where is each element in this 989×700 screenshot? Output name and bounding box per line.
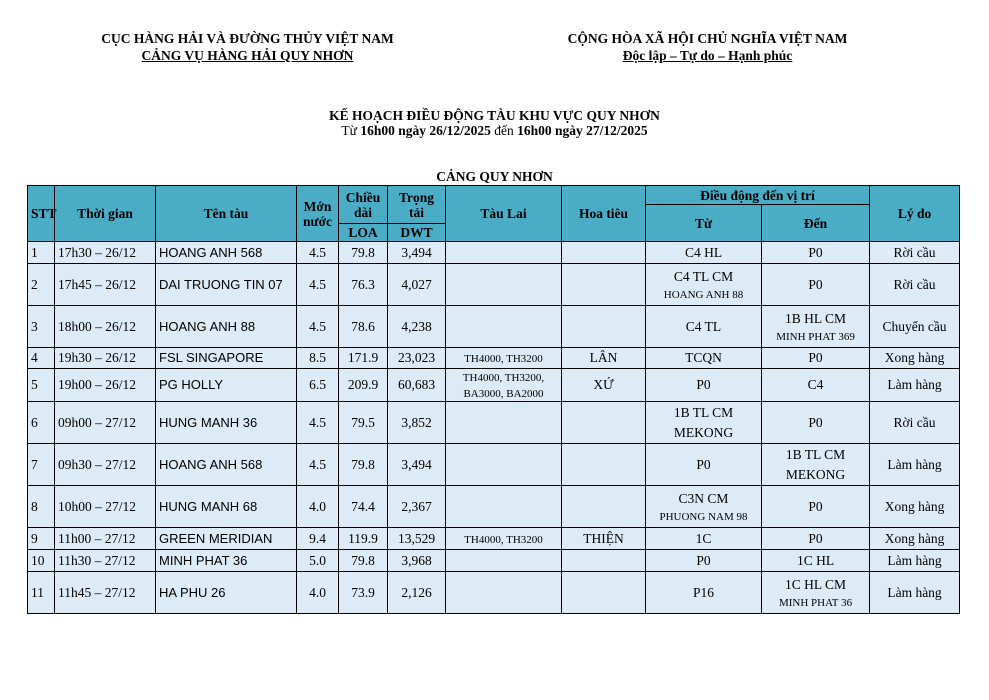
from-cell: C4 TL CM HOANG ANH 88 [646, 264, 762, 306]
from-time: 16h00 ngày 26/12/2025 [360, 123, 491, 138]
pilot-cell [562, 550, 646, 572]
table-row [28, 306, 960, 348]
draft-cell: 4.0 [297, 572, 339, 614]
table-row [28, 572, 960, 614]
reason-cell: Rời cầu [870, 242, 960, 264]
from-cell: 1C [646, 528, 762, 550]
loa-cell: 79.5 [339, 402, 388, 444]
reason-cell: Làm hàng [870, 369, 960, 402]
pilot-cell: XỨ [562, 369, 646, 402]
ship-name-cell: HUNG MANH 36 [156, 402, 297, 444]
reason-cell: Xong hàng [870, 486, 960, 528]
from-word: Từ [341, 123, 357, 138]
draft-cell: 4.5 [297, 444, 339, 486]
document-title: KẾ HOẠCH ĐIỀU ĐỘNG TÀU KHU VỰC QUY NHƠN [329, 108, 660, 123]
stt-cell: 7 [28, 444, 55, 486]
from-cell: C4 HL [646, 242, 762, 264]
ship-name-cell: GREEN MERIDIAN [156, 528, 297, 550]
stt-cell: 4 [28, 348, 55, 369]
from-cell-note: MEKONG [673, 424, 734, 440]
header-pilot: Hoa tiêu [562, 186, 646, 242]
tug-cell [446, 550, 562, 572]
tug-cell [446, 486, 562, 528]
ship-name-cell: HA PHU 26 [156, 572, 297, 614]
from-cell: P0 [646, 550, 762, 572]
from-cell: C3N CM PHUONG NAM 98 [646, 486, 762, 528]
port-name: CẢNG QUY NHƠN [436, 169, 553, 184]
dwt-cell: 3,852 [388, 402, 446, 444]
to-cell: P0 [762, 348, 870, 369]
table-row [28, 369, 960, 402]
time-cell: 09h00 – 27/12 [55, 402, 156, 444]
vessel-movement-table [27, 185, 960, 614]
reason-cell: Xong hàng [870, 528, 960, 550]
pilot-cell: LÂN [562, 348, 646, 369]
tug-cell [446, 402, 562, 444]
pilot-cell [562, 306, 646, 348]
ship-name-cell: FSL SINGAPORE [156, 348, 297, 369]
time-cell: 11h45 – 27/12 [55, 572, 156, 614]
from-cell: P0 [646, 444, 762, 486]
draft-cell: 5.0 [297, 550, 339, 572]
loa-cell: 209.9 [339, 369, 388, 402]
to-cell: 1B HL CM MINH PHAT 369 [762, 306, 870, 348]
pilot-cell [562, 486, 646, 528]
to-cell: P0 [762, 242, 870, 264]
reason-cell: Làm hàng [870, 572, 960, 614]
tug-cell [446, 444, 562, 486]
tug-cell: TH4000, TH3200, BA3000, BA2000 [446, 369, 562, 402]
time-cell: 10h00 – 27/12 [55, 486, 156, 528]
loa-cell: 76.3 [339, 264, 388, 306]
ship-name-cell: HOANG ANH 88 [156, 306, 297, 348]
to-time: 16h00 ngày 27/12/2025 [517, 123, 648, 138]
pilot-cell [562, 402, 646, 444]
stt-cell: 1 [28, 242, 55, 264]
to-cell-note: MEKONG [785, 466, 846, 482]
header-tonnage: Trọng tải [388, 186, 446, 224]
header-from: Từ [646, 205, 762, 242]
pilot-cell: THIỆN [562, 528, 646, 550]
header-time: Thời gian [55, 186, 156, 242]
to-cell: P0 [762, 486, 870, 528]
draft-cell: 9.4 [297, 528, 339, 550]
loa-cell: 171.9 [339, 348, 388, 369]
ship-name-cell: HOANG ANH 568 [156, 242, 297, 264]
from-cell: P0 [646, 369, 762, 402]
time-cell: 18h00 – 26/12 [55, 306, 156, 348]
from-cell-note: PHUONG NAM 98 [659, 510, 748, 523]
time-cell: 11h30 – 27/12 [55, 550, 156, 572]
ship-name-cell: DAI TRUONG TIN 07 [156, 264, 297, 306]
draft-cell: 4.5 [297, 242, 339, 264]
to-cell: P0 [762, 528, 870, 550]
stt-cell: 2 [28, 264, 55, 306]
ship-name-cell: PG HOLLY [156, 369, 297, 402]
tug-cell [446, 264, 562, 306]
reason-cell: Làm hàng [870, 444, 960, 486]
time-cell: 17h45 – 26/12 [55, 264, 156, 306]
table-row [28, 550, 960, 572]
from-cell: TCQN [646, 348, 762, 369]
to-cell: 1B TL CM MEKONG [762, 444, 870, 486]
to-cell-note: MINH PHAT 369 [776, 330, 855, 343]
from-cell: P16 [646, 572, 762, 614]
table-row [28, 444, 960, 486]
pilot-cell [562, 444, 646, 486]
from-cell: C4 TL [646, 306, 762, 348]
draft-cell: 4.0 [297, 486, 339, 528]
document-subtitle [0, 123, 989, 139]
loa-cell: 78.6 [339, 306, 388, 348]
header-loa: LOA [339, 224, 388, 242]
table-row [28, 264, 960, 306]
loa-cell: 73.9 [339, 572, 388, 614]
dwt-cell: 60,683 [388, 369, 446, 402]
ship-name-cell: HUNG MANH 68 [156, 486, 297, 528]
draft-cell: 4.5 [297, 264, 339, 306]
from-cell: 1B TL CM MEKONG [646, 402, 762, 444]
stt-cell: 10 [28, 550, 55, 572]
agency-header [60, 30, 435, 64]
dwt-cell: 3,494 [388, 242, 446, 264]
reason-cell: Rời cầu [870, 402, 960, 444]
table-row [28, 348, 960, 369]
tug-cell: TH4000, TH3200 [446, 348, 562, 369]
header-reason: Lý do [870, 186, 960, 242]
table-row [28, 486, 960, 528]
header-ship: Tên tàu [156, 186, 297, 242]
ship-name-cell: HOANG ANH 568 [156, 444, 297, 486]
draft-cell: 4.5 [297, 306, 339, 348]
tug-cell [446, 306, 562, 348]
motto: Độc lập – Tự do – Hạnh phúc [622, 48, 793, 63]
to-cell: 1C HL CM MINH PHAT 36 [762, 572, 870, 614]
reason-cell: Rời cầu [870, 264, 960, 306]
draft-cell: 8.5 [297, 348, 339, 369]
dwt-cell: 4,027 [388, 264, 446, 306]
stt-cell: 9 [28, 528, 55, 550]
national-motto-header [520, 30, 895, 64]
loa-cell: 79.8 [339, 550, 388, 572]
time-cell: 11h00 – 27/12 [55, 528, 156, 550]
stt-cell: 3 [28, 306, 55, 348]
header-length: Chiều dài [339, 186, 388, 224]
country-name: CỘNG HÒA XÃ HỘI CHỦ NGHĨA VIỆT NAM [567, 31, 848, 46]
pilot-cell [562, 264, 646, 306]
agency-name: CỤC HÀNG HẢI VÀ ĐƯỜNG THỦY VIỆT NAM [101, 31, 394, 46]
to-cell: 1C HL [762, 550, 870, 572]
time-cell: 19h30 – 26/12 [55, 348, 156, 369]
pilot-cell [562, 572, 646, 614]
table-row [28, 242, 960, 264]
dwt-cell: 2,367 [388, 486, 446, 528]
to-cell: P0 [762, 264, 870, 306]
dwt-cell: 13,529 [388, 528, 446, 550]
ship-name-cell: MINH PHAT 36 [156, 550, 297, 572]
port-authority-name: CẢNG VỤ HÀNG HẢI QUY NHƠN [141, 48, 354, 63]
dwt-cell: 3,494 [388, 444, 446, 486]
header-tug: Tàu Lai [446, 186, 562, 242]
reason-cell: Xong hàng [870, 348, 960, 369]
draft-cell: 6.5 [297, 369, 339, 402]
table-row [28, 402, 960, 444]
dwt-cell: 23,023 [388, 348, 446, 369]
stt-cell: 11 [28, 572, 55, 614]
draft-cell: 4.5 [297, 402, 339, 444]
reason-cell: Chuyển cầu [870, 306, 960, 348]
to-cell-note: MINH PHAT 36 [778, 596, 853, 609]
time-cell: 19h00 – 26/12 [55, 369, 156, 402]
stt-cell: 8 [28, 486, 55, 528]
from-cell-note: HOANG ANH 88 [663, 288, 744, 301]
header-stt: STT [28, 186, 55, 242]
loa-cell: 79.8 [339, 444, 388, 486]
tug-cell [446, 572, 562, 614]
table-row [28, 528, 960, 550]
header-move: Điều động đến vị trí [646, 186, 870, 205]
time-cell: 17h30 – 26/12 [55, 242, 156, 264]
reason-cell: Làm hàng [870, 550, 960, 572]
stt-cell: 5 [28, 369, 55, 402]
to-cell: P0 [762, 402, 870, 444]
pilot-cell [562, 242, 646, 264]
dwt-cell: 2,126 [388, 572, 446, 614]
to-word: đến [494, 123, 514, 138]
time-cell: 09h30 – 27/12 [55, 444, 156, 486]
header-draft: Mớn nước [297, 186, 339, 242]
tug-cell [446, 242, 562, 264]
tug-cell: TH4000, TH3200 [446, 528, 562, 550]
to-cell: C4 [762, 369, 870, 402]
loa-cell: 74.4 [339, 486, 388, 528]
dwt-cell: 4,238 [388, 306, 446, 348]
loa-cell: 119.9 [339, 528, 388, 550]
dwt-cell: 3,968 [388, 550, 446, 572]
stt-cell: 6 [28, 402, 55, 444]
table-body [28, 242, 960, 614]
loa-cell: 79.8 [339, 242, 388, 264]
header-to: Đến [762, 205, 870, 242]
header-dwt: DWT [388, 224, 446, 242]
